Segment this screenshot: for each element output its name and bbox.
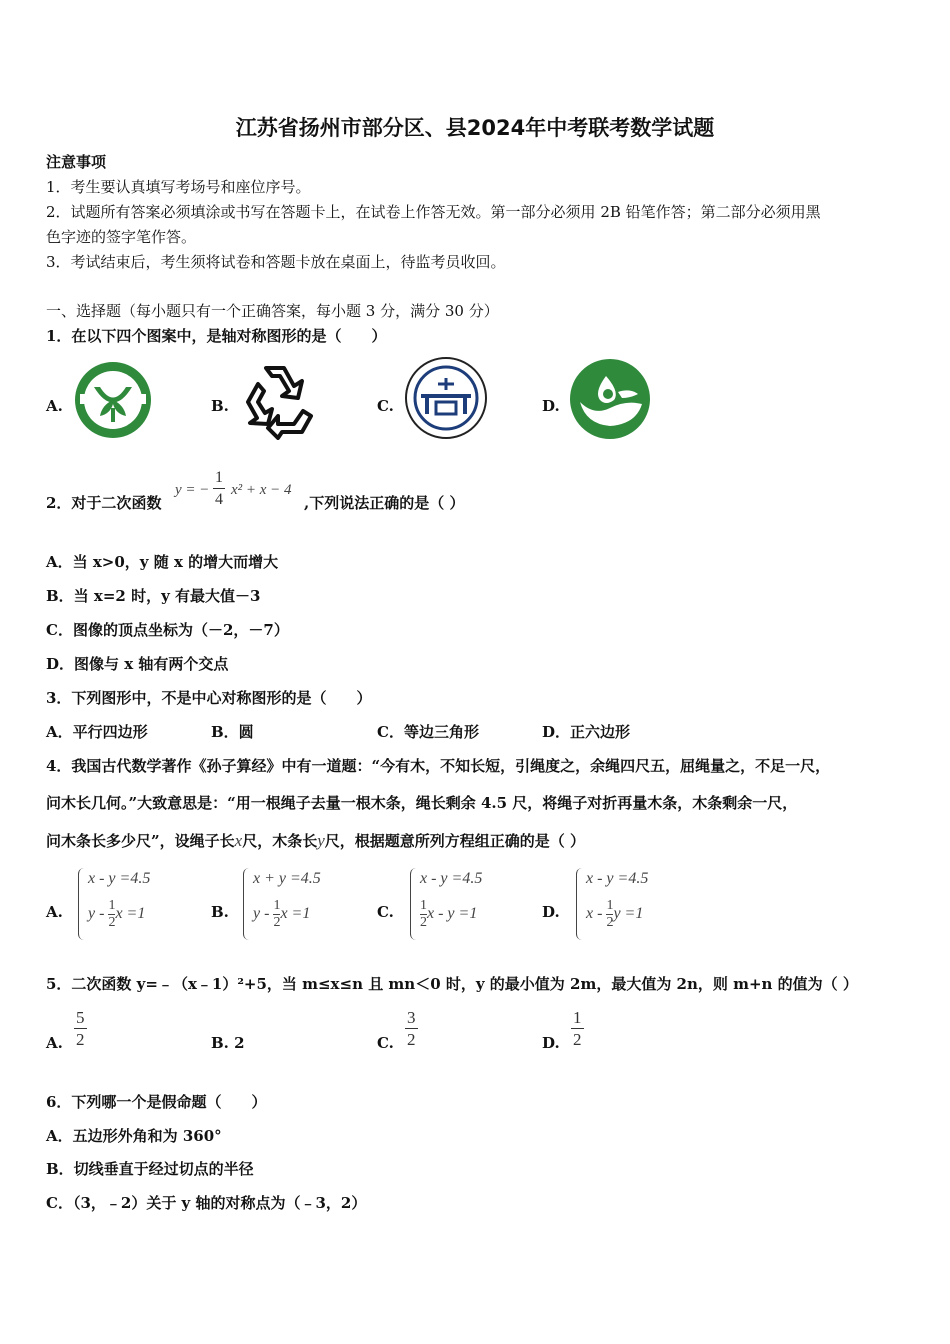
recycle-icon	[236, 360, 320, 440]
row-2-prefix: y -	[253, 905, 274, 923]
question-2-stem-suffix: ,下列说法正确的是（ ）	[304, 494, 465, 512]
row-2-suffix: x =1	[115, 905, 146, 923]
question-4-line-1: 4．我国古代数学著作《孙子算经》中有一道题：“今有木，不知长短，引绳度之，余绳四尺五，屈绳量之，不足一尺，	[46, 757, 831, 775]
exam-title: 江苏省扬州市部分区、县2024年中考联考数学试题	[235, 116, 715, 140]
frac-den: 2	[76, 1030, 85, 1049]
frac-den: 2	[420, 915, 427, 930]
frac-den: 2	[573, 1030, 582, 1049]
row-2-prefix: y -	[88, 905, 109, 923]
q4-var-x: x	[234, 831, 243, 850]
q5-option-d-label: D.	[542, 1034, 560, 1052]
question-4-line-3	[46, 831, 585, 851]
q1-option-c-label: C.	[377, 397, 394, 415]
system-row-1: x - y =4.5	[586, 870, 649, 887]
system-row-2	[586, 898, 643, 931]
q4-option-d-label: D.	[542, 903, 560, 921]
q4-option-c-label: C.	[377, 903, 394, 921]
frac-num: 1	[573, 1008, 582, 1027]
water-drop-icon	[568, 358, 652, 440]
q6-option-a: A．五边形外角和为 360°	[46, 1127, 222, 1145]
q3-option-d: D．正六边形	[542, 723, 631, 741]
q5-option-b-value: 2	[234, 1034, 245, 1052]
frac-num: 1	[108, 898, 116, 913]
question-6-stem: 6．下列哪一个是假命题（ ）	[46, 1093, 267, 1111]
system-row-2	[420, 898, 477, 931]
notice-item: 3．考试结束后，考生须将试卷和答题卡放在桌面上，待监考员收回。	[46, 253, 506, 271]
row-2-suffix: y =1	[613, 905, 644, 923]
frac-den: 2	[606, 915, 614, 930]
system-row-1: x - y =4.5	[88, 870, 151, 887]
q6-option-b: B．切线垂直于经过切点的半径	[46, 1160, 254, 1178]
q2-formula-lhs: y = −	[175, 482, 210, 498]
notice-item: 2．试题所有答案必须填涂或书写在答题卡上，在试卷上作答无效。第一部分必须用 2B 铅笔作答；第二部分必须用黑	[46, 203, 821, 221]
half-fraction	[420, 898, 427, 931]
q1-option-d-label: D.	[542, 397, 560, 415]
system-row-2	[253, 898, 310, 931]
q2-option-d: D．图像与 x 轴有两个交点	[46, 655, 229, 673]
label: B.	[211, 1034, 229, 1052]
system-row-1: x - y =4.5	[420, 870, 483, 887]
frac-num: 1	[420, 898, 427, 913]
notice-item: 色字迹的签字笔作答。	[46, 228, 197, 246]
q2-fraction-numerator: 1	[213, 468, 225, 489]
q5-option-d-value	[571, 1008, 584, 1051]
q5-option-a-label: A.	[46, 1034, 63, 1052]
q1-option-b-label: B.	[211, 397, 229, 415]
q3-option-a: A．平行四边形	[46, 723, 148, 741]
q4-line3-text-b: 尺，木条长	[242, 832, 318, 850]
q6-option-c: C．（3，﹣2）关于 y 轴的对称点为（﹣3，2）	[46, 1194, 367, 1212]
q2-option-a: A．当 x>0，y 随 x 的增大而增大	[46, 553, 279, 571]
system-row-2	[88, 898, 145, 931]
frac-den: 2	[407, 1030, 416, 1049]
q5-option-b-label	[211, 1034, 245, 1052]
q4-option-b-label: B.	[211, 903, 229, 921]
question-1-stem: 1．在以下四个图案中，是轴对称图形的是（ ）	[46, 327, 387, 345]
q4-option-a-label: A.	[46, 903, 63, 921]
notice-item: 1．考生要认真填写考场号和座位序号。	[46, 178, 311, 196]
q3-option-b: B．圆	[211, 723, 254, 741]
question-5-stem: 5．二次函数 y=﹣（x﹣1）²+5，当 m≤x≤n 且 mn＜0 时，y 的最小值为 2m，最大值为 2n，则 m+n 的值为（ ）	[46, 975, 858, 993]
question-3-stem: 3．下列图形中，不是中心对称图形的是（ ）	[46, 689, 372, 707]
frac-num: 1	[606, 898, 614, 913]
q3-option-c: C．等边三角形	[377, 723, 479, 741]
question-2-stem-prefix: 2．对于二次函数	[46, 494, 162, 512]
q2-fraction-denominator: 4	[215, 491, 223, 508]
system-row-1: x + y =4.5	[253, 870, 321, 887]
q2-formula-rhs: x² + x − 4	[231, 482, 292, 498]
frac-num: 5	[76, 1008, 85, 1027]
question-4-line-2: 问木长几何。”大致意思是：“用一根绳子去量一根木条，绳长剩余 4.5 尺，将绳子对折再量木条，木条剩余一尺，	[46, 794, 798, 812]
q5-option-a-value	[74, 1008, 87, 1051]
q4-line3-text-c: 尺，根据题意所列方程组正确的是（ ）	[324, 832, 585, 850]
q5-option-c-value	[405, 1008, 418, 1051]
row-2-prefix: x -	[586, 905, 607, 923]
frac-num: 3	[407, 1008, 416, 1027]
frac-den: 2	[273, 915, 281, 930]
section-heading: 一、选择题（每小题只有一个正确答案，每小题 3 分，满分 30 分）	[46, 302, 499, 320]
q4-line3-text-a: 问木条长多少尺”，设绳子长	[46, 832, 235, 850]
q2-option-b: B．当 x=2 时，y 有最大值－3	[46, 587, 261, 605]
row-2-suffix: x - y =1	[427, 905, 478, 923]
row-2-suffix: x =1	[280, 905, 311, 923]
q2-option-c: C．图像的顶点坐标为（－2，－7）	[46, 621, 289, 639]
q4-var-y: y	[317, 831, 325, 850]
circle-emblem-icon	[403, 356, 489, 440]
notice-heading: 注意事项	[46, 153, 107, 171]
green-leaf-emblem-icon	[72, 360, 154, 440]
q1-option-a-label: A.	[46, 397, 63, 415]
q5-option-c-label: C.	[377, 1034, 394, 1052]
frac-den: 2	[108, 915, 116, 930]
frac-num: 1	[273, 898, 281, 913]
q2-formula-fraction	[213, 468, 225, 511]
